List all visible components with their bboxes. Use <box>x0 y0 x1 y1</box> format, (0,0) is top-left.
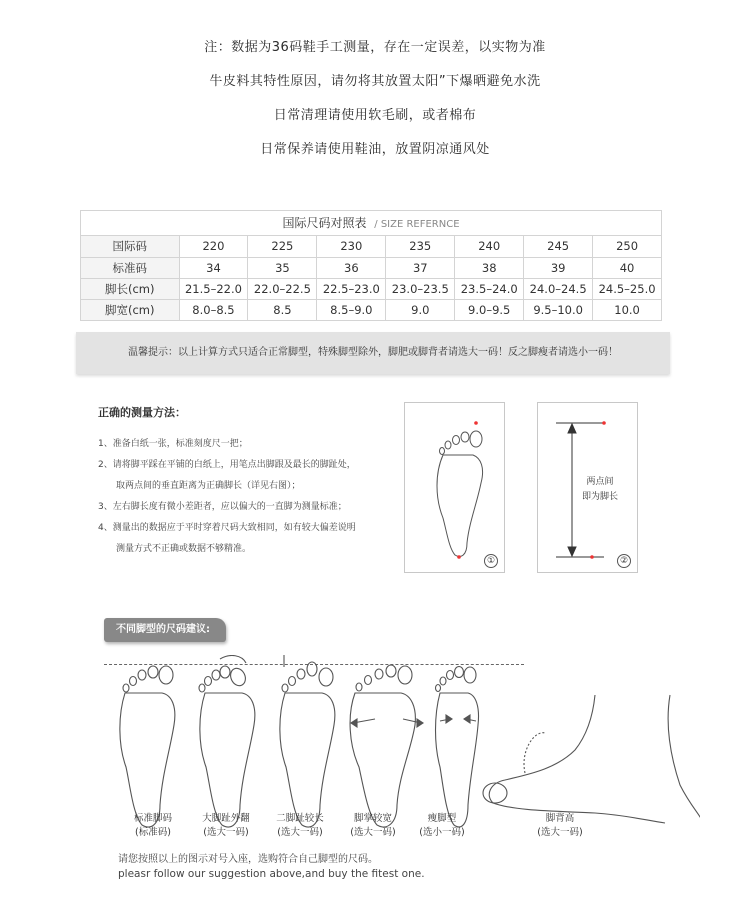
bottom-guidance-en: pleasr follow our suggestion above,and buy the fitest one. <box>118 868 425 880</box>
measure-label <box>580 475 620 505</box>
table-cell: 240 <box>455 236 524 257</box>
table-cell: 250 <box>593 236 661 257</box>
table-cell: 235 <box>386 236 455 257</box>
table-cell: 9.0 <box>386 299 455 320</box>
measurement-method <box>98 404 398 560</box>
note-line: 日常清理请使用软毛刷，或者棉布 <box>273 108 477 123</box>
table-cell: 40 <box>593 257 661 278</box>
high-instep-foot-icon <box>483 695 700 825</box>
table-cell: 36 <box>317 257 386 278</box>
method-step: 测量方式不正确或数据不够精准。 <box>116 544 252 554</box>
table-row <box>81 278 661 299</box>
foot-type-label <box>186 812 266 840</box>
wide-foot-icon <box>350 665 423 827</box>
table-cell: 22.0–22.5 <box>248 278 317 299</box>
row-label: 脚长(cm) <box>81 278 179 299</box>
table-row <box>81 299 661 320</box>
foot-type-advice: (标准码) <box>135 827 171 838</box>
table-cell: 245 <box>524 236 593 257</box>
row-label: 脚宽(cm) <box>81 299 179 320</box>
measure-label-line: 即为脚长 <box>581 492 618 502</box>
table-cell: 10.0 <box>593 299 661 320</box>
table-title-en: / SIZE REFERNCE <box>374 219 460 230</box>
table-cell: 225 <box>248 236 317 257</box>
foot-types-illustration <box>100 655 700 835</box>
method-title: 正确的测量方法： <box>98 406 186 419</box>
table-cell: 39 <box>524 257 593 278</box>
foot-type-advice: (选大一码) <box>350 827 396 838</box>
row-label: 标准码 <box>81 257 179 278</box>
foot-type-name: 脚背高 <box>545 813 575 824</box>
table-cell: 37 <box>386 257 455 278</box>
table-cell: 220 <box>179 236 248 257</box>
foot-type-name: 脚掌较宽 <box>353 813 392 824</box>
diagram-number: ① <box>484 554 498 568</box>
foot-type-name: 大脚趾外翻 <box>202 813 250 824</box>
table-cell: 35 <box>248 257 317 278</box>
slim-foot-icon <box>436 667 479 827</box>
foot-type-name: 标准脚码 <box>133 813 172 824</box>
table-cell: 24.0–24.5 <box>524 278 593 299</box>
footprint-icon <box>405 403 506 574</box>
table-row <box>81 257 661 278</box>
table-cell: 8.5–9.0 <box>317 299 386 320</box>
bunion-foot-icon <box>199 656 255 827</box>
table-cell: 23.5–24.0 <box>455 278 524 299</box>
measurement-diagram <box>537 402 638 573</box>
row-label: 国际码 <box>81 236 179 257</box>
care-notes <box>0 38 750 174</box>
table-cell: 34 <box>179 257 248 278</box>
table-title-cn: 国际尺码对照表 <box>282 216 367 230</box>
note-line: 注：数据为36码鞋手工测量，存在一定误差，以实物为准 <box>204 40 546 55</box>
tip-banner: 温馨提示：以上计算方式只适合正常脚型，特殊脚型除外，脚肥或脚背者请选大一码！反之脚瘦者请选小一码！ <box>76 332 670 374</box>
foot-type-name: 瘦脚型 <box>427 813 457 824</box>
table-cell: 23.0–23.5 <box>386 278 455 299</box>
note-line: 牛皮料其特性原因，请勿将其放置太阳”下爆晒避免水洗 <box>209 74 541 89</box>
standard-foot-icon <box>120 666 175 827</box>
table-cell: 230 <box>317 236 386 257</box>
footprint-diagram <box>404 402 505 573</box>
foot-type-label <box>333 812 413 840</box>
table-cell: 22.5–23.0 <box>317 278 386 299</box>
table-title <box>81 211 661 236</box>
size-grid <box>81 236 661 320</box>
measure-label-line: 两点间 <box>586 477 614 487</box>
foot-type-advice: (选小一码) <box>419 827 465 838</box>
table-cell: 8.5 <box>248 299 317 320</box>
note-line: 日常保养请使用鞋油，放置阴凉通风处 <box>260 142 490 157</box>
method-step: 1、准备白纸一张，标准刻度尺一把； <box>98 439 248 449</box>
table-cell: 24.5–25.0 <box>593 278 661 299</box>
suggest-tab: 不同脚型的尺码建议: <box>104 618 226 642</box>
foot-type-label <box>260 812 340 840</box>
table-row <box>81 236 661 257</box>
foot-type-label <box>113 812 193 840</box>
diagram-number: ② <box>617 554 631 568</box>
foot-type-advice: (选大一码) <box>203 827 249 838</box>
foot-type-label <box>520 812 600 840</box>
method-step: 3、左右脚长度有微小差距者，应以偏大的一直脚为测量标准； <box>98 502 347 512</box>
size-table <box>80 210 662 321</box>
table-cell: 9.5–10.0 <box>524 299 593 320</box>
method-step: 4、测量出的数据应于平时穿着尺码大致相同，如有较大偏差说明 <box>98 523 356 533</box>
table-cell: 38 <box>455 257 524 278</box>
method-step: 2、请将脚平踩在平铺的白纸上，用笔点出脚跟及最长的脚趾处， <box>98 460 356 470</box>
bottom-guidance <box>118 853 425 881</box>
foot-type-advice: (选大一码) <box>537 827 583 838</box>
long-second-toe-foot-icon <box>280 655 335 827</box>
foot-type-name: 二脚趾较长 <box>276 813 324 824</box>
method-step: 取两点间的垂直距离为正确脚长（详见右图）； <box>116 481 301 491</box>
table-cell: 21.5–22.0 <box>179 278 248 299</box>
foot-type-advice: (选大一码) <box>277 827 323 838</box>
table-cell: 8.0–8.5 <box>179 299 248 320</box>
table-cell: 9.0–9.5 <box>455 299 524 320</box>
foot-type-label <box>402 812 482 840</box>
bottom-guidance-cn: 请您按照以上的图示对号入座，选购符合自己脚型的尺码。 <box>118 854 378 865</box>
